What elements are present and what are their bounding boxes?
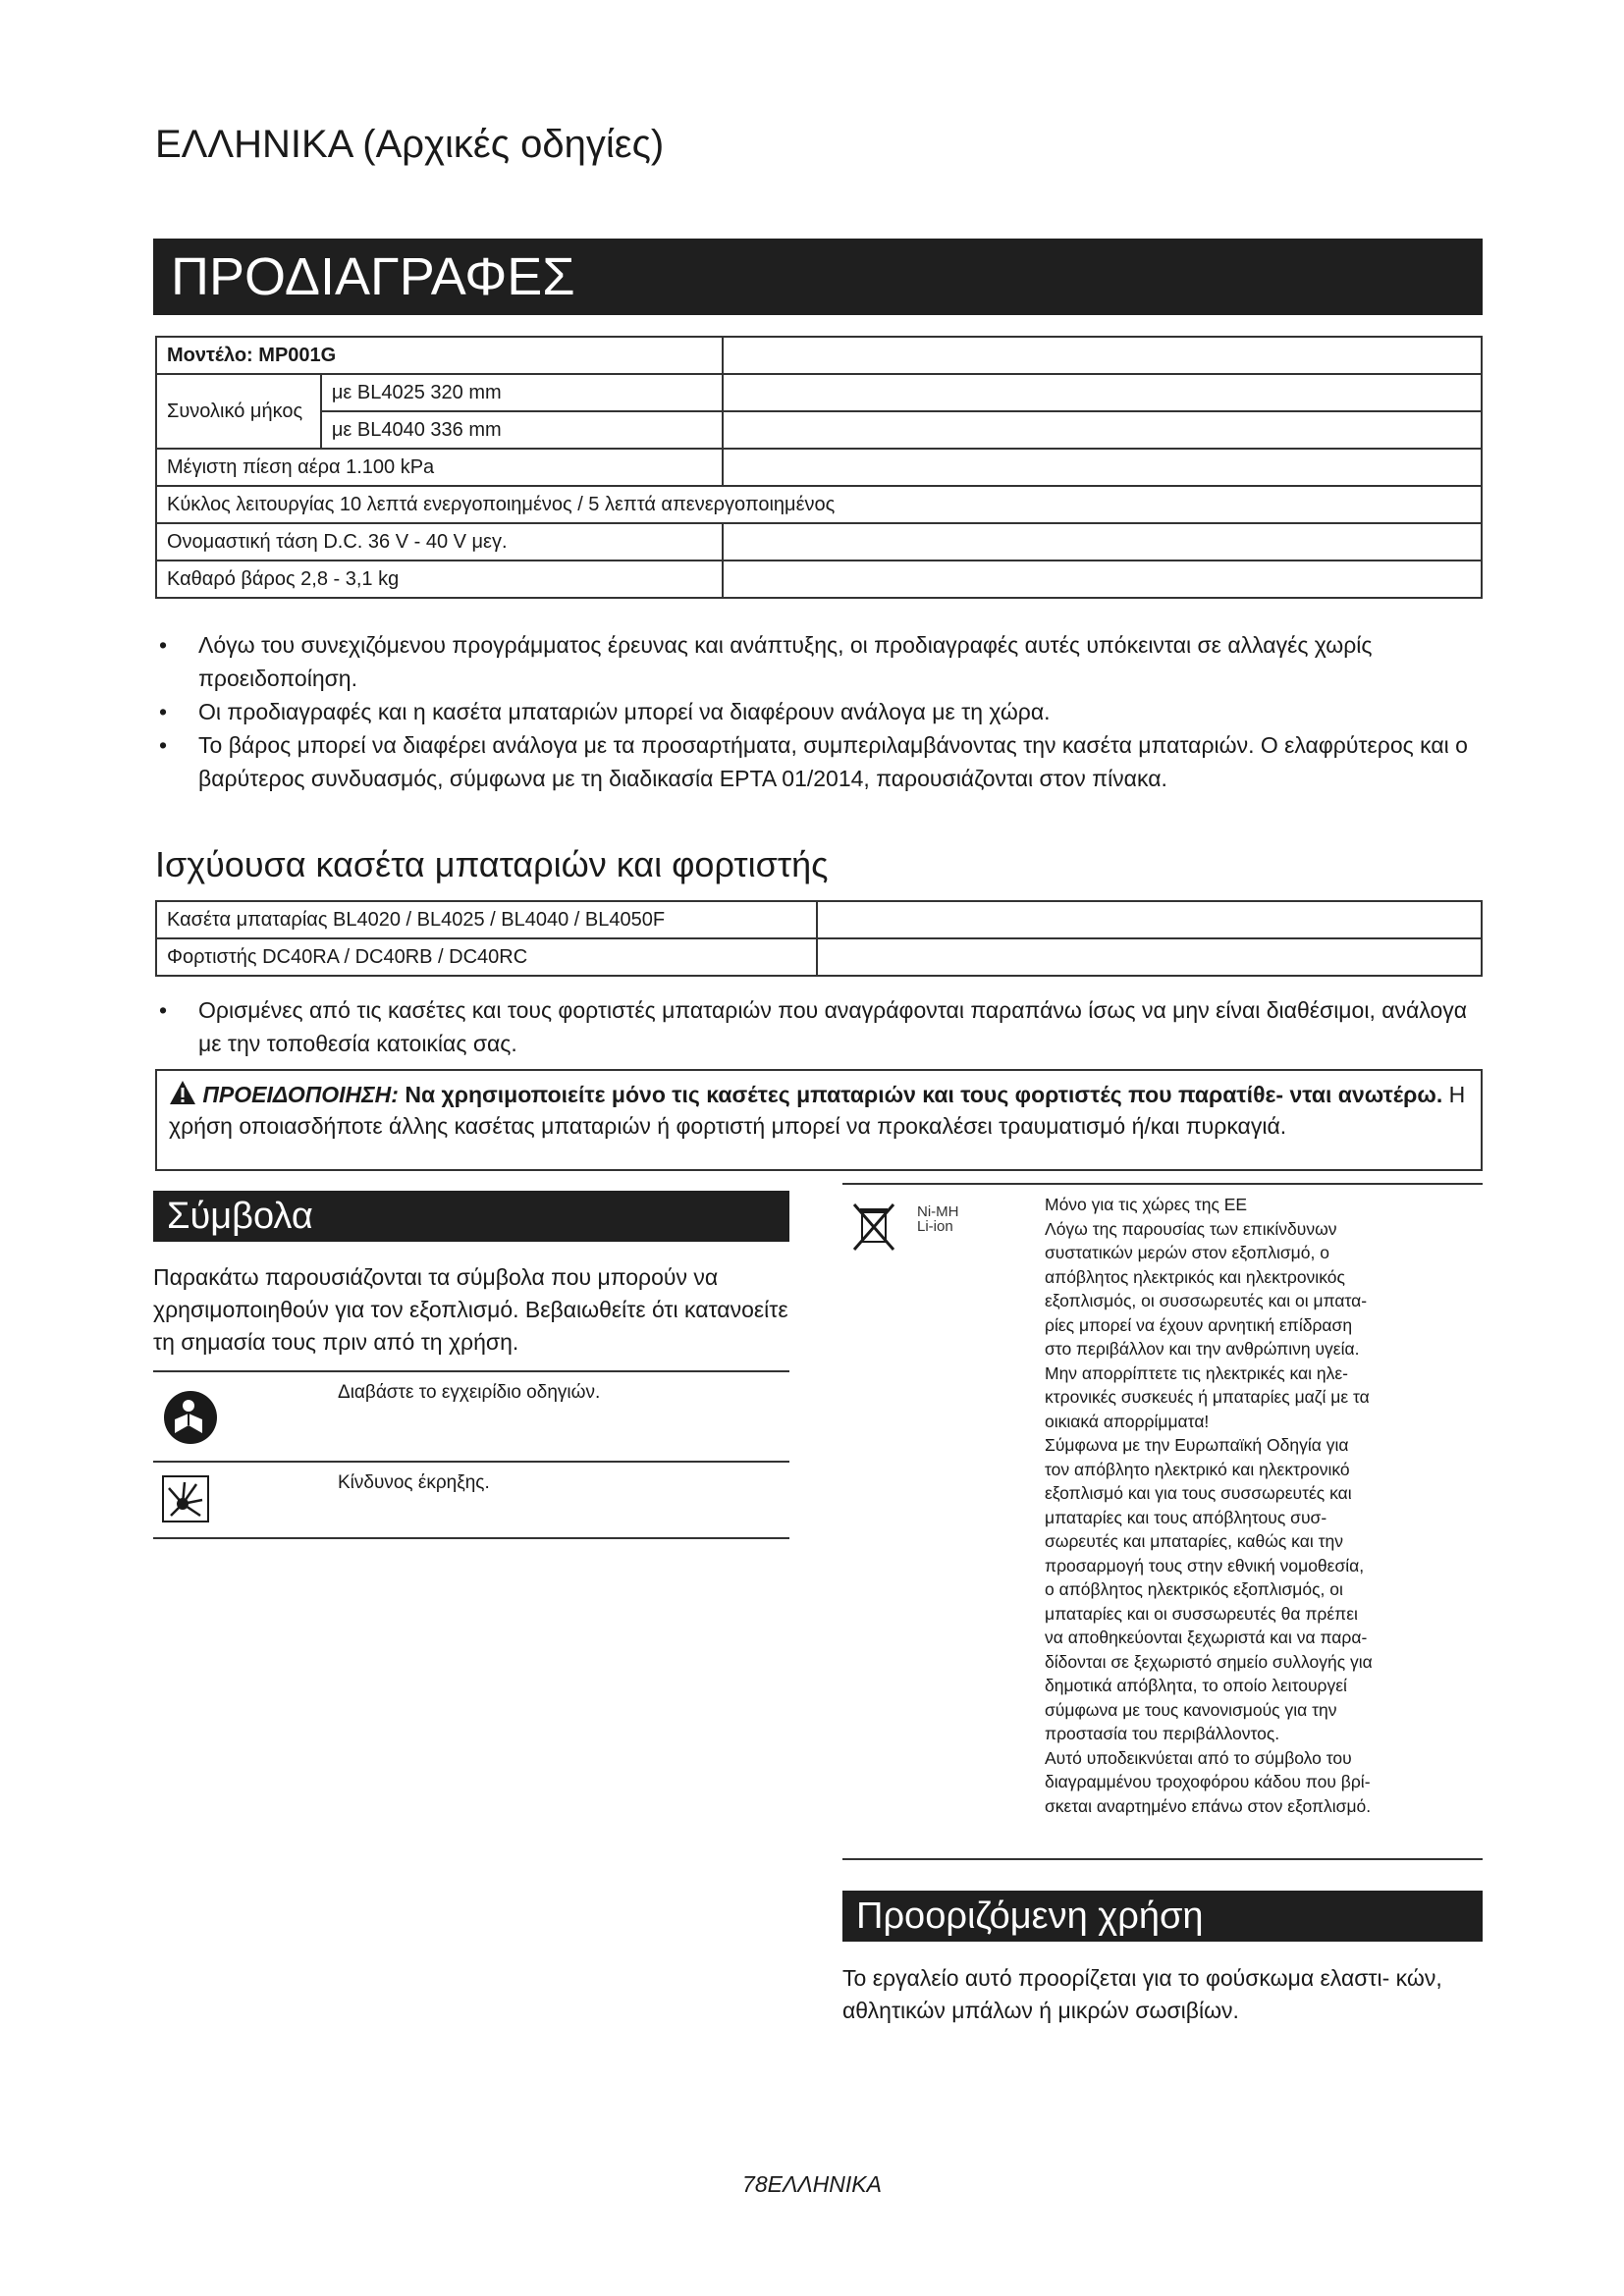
specifications-heading: ΠΡΟΔΙΑΓΡΑΦΕΣ [153, 239, 1483, 315]
weee-line: προσαρμογή τους στην εθνική νομοθεσία, [1045, 1555, 1365, 1575]
weee-line: απόβλητος ηλεκτρικός και ηλεκτρονικός [1045, 1266, 1345, 1287]
note-item: • Ορισμένες από τις κασέτες και τους φορτιστές μπαταριών που αναγράφονται παραπάνω ίσως να μην είναι διαθέσιμοι, ανάλογα με την τοποθεσία κατοικίας σας. [155, 993, 1483, 1060]
symbol-text: Κίνδυνος έκρηξης. [338, 1472, 490, 1493]
battery-row-label: Κασέτα μπαταρίας [167, 908, 328, 931]
length-row-label: με BL4025 [331, 381, 425, 403]
weee-text [1045, 1193, 1483, 1818]
battery-row [156, 901, 817, 938]
spec-row-label: Κύκλος λειτουργίας [167, 493, 335, 515]
battery-row-value: DC40RA / DC40RB / DC40RC [262, 945, 528, 968]
weee-line: εξοπλισμό και για τους συσσωρευτές και [1045, 1483, 1352, 1503]
spec-row [156, 523, 723, 561]
weee-line: Αυτό υποδεικνύεται από το σύμβολο του [1045, 1747, 1352, 1768]
divider [842, 1858, 1483, 1860]
weee-line: Λόγω της παρουσίας των επικίνδυνων [1045, 1218, 1337, 1239]
battery-row [156, 938, 817, 976]
weee-line: Μόνο για τις χώρες της ΕΕ [1045, 1195, 1248, 1214]
weee-line: εξοπλισμός, οι συσσωρευτές και οι μπατα- [1045, 1291, 1368, 1310]
weee-line: μπαταρίες και οι συσσωρευτές θα πρέπει [1045, 1603, 1358, 1624]
language-title: ΕΛΛΗΝΙΚΑ (Αρχικές οδηγίες) [155, 123, 665, 166]
weee-line: συστατικών μερών στον εξοπλισμό, ο [1045, 1243, 1329, 1262]
length-row-label: με BL4040 [331, 418, 425, 441]
warning-bold-text: Να χρησιμοποιείτε μόνο τις κασέτες μπαταριών και τους φορτιστές που παρατίθε- νται ανωτέρω. [405, 1082, 1443, 1107]
model-cell [156, 337, 723, 374]
page-footer: 78ΕΛΛΗΝΙΚΑ [742, 2171, 882, 2197]
length-row [321, 411, 723, 449]
weee-line: προστασία του περιβάλλοντος. [1045, 1724, 1280, 1743]
weee-line: κτρονικές συσκευές ή μπαταρίες μαζί με τα [1045, 1387, 1370, 1407]
symbols-intro: Παρακάτω παρουσιάζονται τα σύμβολα που μπορούν να χρησιμοποιηθούν για τον εξοπλισμό. Βεβαιωθείτε ότι κατανοείτε τη σημασία τους πριν από τη χρήση. [153, 1264, 788, 1355]
weee-line: δίδονται σε ξεχωριστό σημείο συλλογής για [1045, 1651, 1373, 1672]
spec-row-value: 10 λεπτά ενεργοποιημένος / 5 λεπτά απενεργοποιημένος [339, 493, 836, 515]
warning-text: Η χρήση οποιασδήποτε άλλης κασέτας μπαταριών ή φορτιστή μπορεί να προκαλέσει τραυματισμό ή/και πυρκαγιά. [169, 1082, 1466, 1139]
weee-line: σύμφωνα με τους κανονισμούς για την [1045, 1699, 1337, 1720]
spec-row-label: Μέγιστη πίεση αέρα [167, 455, 341, 478]
length-label: Συνολικό μήκος [156, 374, 321, 449]
weee-line: μπαταρίες και τους απόβλητους συσ- [1045, 1507, 1327, 1527]
battery-row-value: BL4020 / BL4025 / BL4040 / BL4050F [333, 908, 666, 931]
length-row-value: 320 mm [430, 381, 502, 403]
divider [842, 1183, 1483, 1185]
warning-box [155, 1069, 1483, 1171]
length-row [321, 374, 723, 411]
spec-row-value: 2,8 - 3,1 kg [300, 567, 400, 590]
symbol-row [153, 1372, 789, 1461]
battery-type-label: Li-ion [917, 1218, 953, 1235]
spec-row-value: D.C. 36 V - 40 V μεγ. [323, 530, 508, 553]
crossed-bin-icon [852, 1202, 895, 1252]
weee-line: ρίες μπορεί να έχουν αρνητική επίδραση [1045, 1314, 1353, 1335]
note-item: • Το βάρος μπορεί να διαφέρει ανάλογα με τα προσαρτήματα, συμπεριλαμβάνοντας την κασέτα μπαταριών. Ο ελαφρύτερος και ο βαρύτερος συνδυασμός, σύμφωνα με τη διαδικασία EPTA 01/2014, παρουσιάζονται στον πίνακα. [155, 728, 1483, 795]
specifications-table [155, 336, 1483, 599]
note-item: • Λόγω του συνεχιζόμενου προγράμματος έρευνας και ανάπτυξης, οι προδιαγραφές αυτές υπόκεινται σε αλλαγές χωρίς προειδοποίηση. [155, 628, 1483, 695]
weee-line: σκεται αναρτημένο επάνω στον εξοπλισμό. [1045, 1795, 1372, 1816]
explosion-hazard-icon [161, 1474, 210, 1523]
intended-use-text: Το εργαλείο αυτό προορίζεται για το φούσκωμα ελαστι- κών, αθλητικών μπάλων ή μικρών σωσιβίων. [842, 1965, 1442, 2023]
weee-line: Σύμφωνα με την Ευρωπαϊκή Οδηγία για [1045, 1435, 1349, 1455]
intended-use-heading: Προοριζόμενη χρήση [842, 1891, 1483, 1942]
weee-line: να αποθηκεύονται ξεχωριστά και να παρα- [1045, 1628, 1368, 1647]
battery-heading: Ισχύουσα κασέτα μπαταριών και φορτιστής [155, 844, 829, 884]
note-item: • Οι προδιαγραφές και η κασέτα μπαταριών μπορεί να διαφέρουν ανάλογα με τη χώρα. [155, 695, 1483, 728]
spec-row [156, 449, 723, 486]
symbol-row [153, 1463, 789, 1537]
symbols-heading: Σύμβολα [153, 1191, 789, 1242]
read-manual-icon [163, 1390, 218, 1445]
weee-line: στο περιβάλλον και την ανθρώπινη υγεία. [1045, 1339, 1360, 1359]
weee-line: σωρευτές και μπαταρίες, καθώς και την [1045, 1531, 1343, 1551]
battery-table [155, 900, 1483, 977]
divider [153, 1537, 789, 1539]
weee-line: οικιακά απορρίμματα! [1045, 1411, 1210, 1431]
model-label: Μοντέλο: [167, 344, 253, 366]
length-row-value: 336 mm [430, 418, 502, 441]
weee-section [842, 1193, 1483, 1856]
symbol-text: Διαβάστε το εγχειρίδιο οδηγιών. [338, 1382, 601, 1403]
battery-type-label: Ni-MH [917, 1203, 959, 1220]
model-value: MP001G [258, 344, 337, 366]
spec-row-value: 1.100 kPa [346, 455, 435, 478]
spec-row-label: Καθαρό βάρος [167, 567, 296, 590]
spec-row [156, 561, 723, 598]
battery-row-label: Φορτιστής [167, 945, 257, 968]
weee-line: διαγραμμένου τροχοφόρου κάδου που βρί- [1045, 1772, 1371, 1791]
weee-line: ο απόβλητος ηλεκτρικός εξοπλισμός, οι [1045, 1579, 1343, 1599]
weee-line: Μην απορρίπτετε τις ηλεκτρικές και ηλε- [1045, 1362, 1349, 1383]
spec-row-label: Ονομαστική τάση [167, 530, 318, 553]
weee-line: δημοτικά απόβλητα, το οποίο λειτουργεί [1045, 1676, 1347, 1695]
spec-row [156, 486, 1482, 523]
spec-notes [155, 628, 1483, 795]
warning-label: ΠΡΟΕΙΔΟΠΟΙΗΣΗ: [202, 1082, 399, 1107]
weee-line: τον απόβλητο ηλεκτρικό και ηλεκτρονικό [1045, 1459, 1350, 1479]
battery-type-labels [917, 1204, 959, 1234]
battery-notes [155, 993, 1483, 1060]
warning-triangle-icon [169, 1080, 196, 1105]
